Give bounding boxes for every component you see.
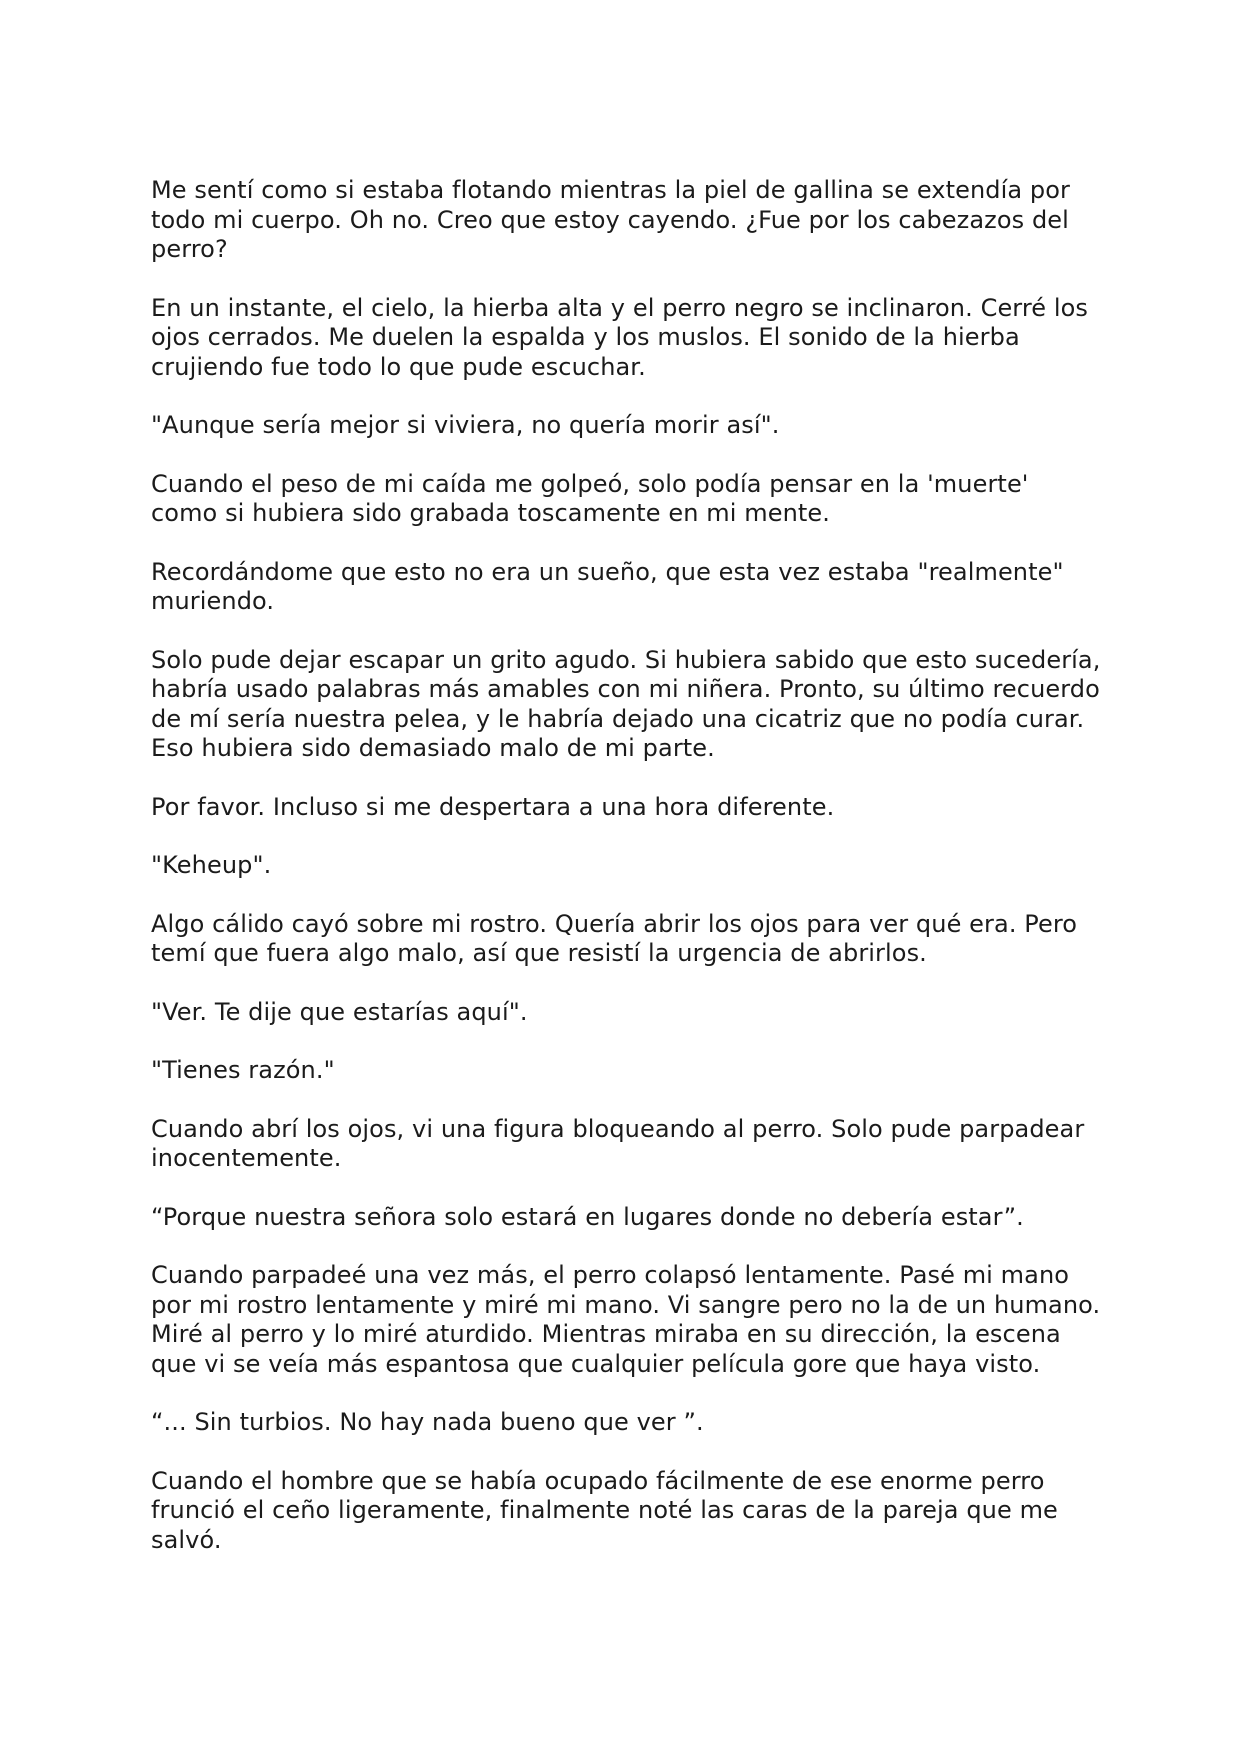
paragraph-15: “... Sin turbios. No hay nada bueno que ver ”. (151, 1408, 704, 1436)
paragraph-13: “Porque nuestra señora solo estará en lugares donde no debería estar”. (151, 1202, 1024, 1231)
paragraph-2: En un instante, el cielo, la hierba alta y el perro negro se inclinaron. Cerré los ojos cerrados. Me duelen la espalda y los muslos. El sonido de la hierba crujiendo fue todo lo que pude escuchar. (151, 293, 1089, 381)
paragraph-7: Por favor. Incluso si me despertara a una hora diferente. (151, 792, 835, 821)
paragraph-12: Cuando abrí los ojos, vi una figura bloqueando al perro. Solo pude parpadear inocentemente. (151, 1114, 1085, 1172)
paragraph-9: Algo cálido cayó sobre mi rostro. Quería abrir los ojos para ver qué era. Pero temí que fuera algo malo, así que resistí la urgencia de abrirlos. (151, 909, 1078, 967)
paragraph-1: Me sentí como si estaba flotando mientras la piel de gallina se extendía por todo mi cuerpo. Oh no. Creo que estoy cayendo. ¿Fue por los cabezazos del perro? (151, 176, 1070, 263)
paragraph-14: Cuando parpadeé una vez más, el perro colapsó lentamente. Pasé mi mano por mi rostro lentamente y miré mi mano. Vi sangre pero no la de un humano. Miré al perro y lo miré aturdido. Mientras miraba en su dirección, la escena que vi se veía más espantosa que cualquier película gore que haya visto. (151, 1261, 1101, 1378)
paragraph-6: Solo pude dejar escapar un grito agudo. Si hubiera sabido que esto sucedería, habría usado palabras más amables con mi niñera. Pronto, su último recuerdo de mí sería nuestra pelea, y le habría dejado una cicatriz que no podía curar. Eso hubiera sido demasiado malo de mi parte. (151, 645, 1101, 762)
paragraph-16: Cuando el hombre que se había ocupado fácilmente de ese enorme perro frunció el ceño ligeramente, finalmente noté las caras de la pareja que me salvó. (151, 1466, 1058, 1554)
paragraph-3: "Aunque sería mejor si viviera, no quería morir así". (151, 411, 780, 439)
paragraph-5: Recordándome que esto no era un sueño, que esta vez estaba "realmente" muriendo. (151, 557, 1064, 615)
paragraph-8: "Keheup". (151, 851, 272, 879)
paragraph-4: Cuando el peso de mi caída me golpeó, solo podía pensar en la 'muerte' como si hubiera sido grabada toscamente en mi mente. (151, 469, 1029, 527)
paragraph-10: "Ver. Te dije que estarías aquí". (151, 997, 528, 1026)
paragraph-11: "Tienes razón." (151, 1056, 335, 1084)
document-body (151, 176, 1101, 1555)
